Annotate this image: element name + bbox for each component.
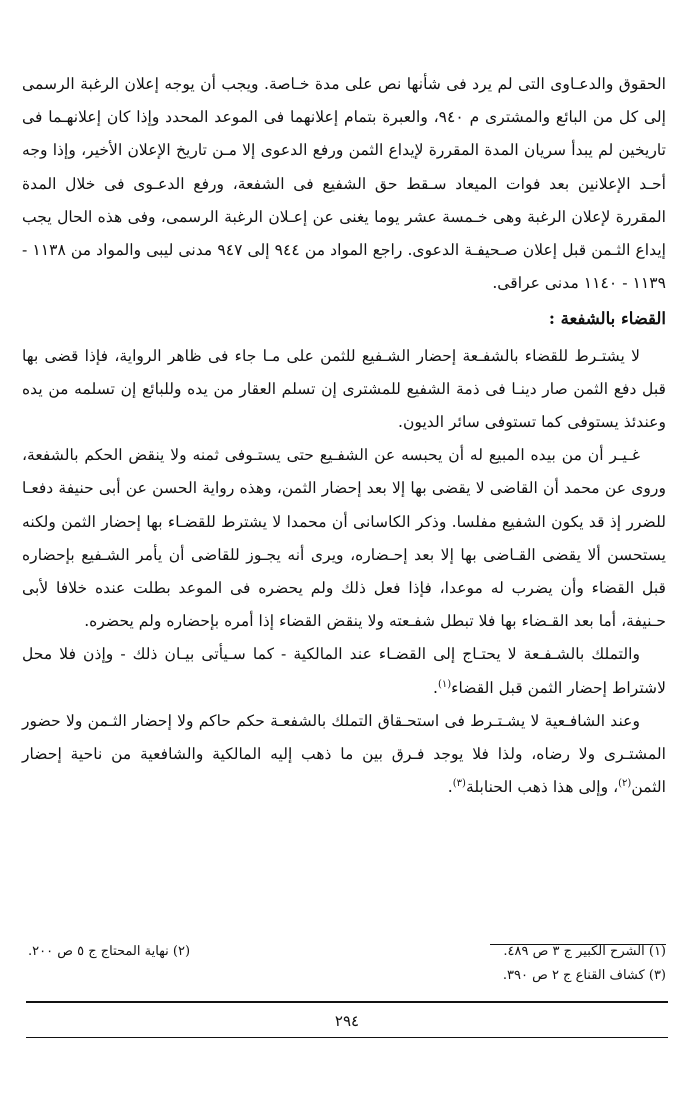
main-text bbox=[22, 68, 666, 804]
footnote-ref-2[interactable]: (٢) bbox=[618, 778, 632, 790]
footnote-3: (٣) كشاف القناع ج ٢ ص ٣٩٠. bbox=[502, 968, 666, 983]
footnotes bbox=[28, 940, 666, 988]
page-bottom-rule bbox=[26, 1001, 668, 1003]
paragraph-5-mid: ، وإلى هذا ذهب الحنابلة bbox=[465, 778, 619, 797]
footnote-1: (١) الشرح الكبير ج ٣ ص ٤٨٩. bbox=[503, 944, 666, 959]
paragraph-4-tail: . bbox=[432, 678, 438, 697]
paragraph-3: غـيـر أن من بيده المبيع له أن يحبسه عن الشفـيع حتى يستـوفى ثمنه ولا ينقض الحكم بالشفعة، وروى عن محمد أن القاضى لا يقضى بها إلا بعد إحضار الثمن، وهذه رواية الحسن عن أبى حنيفة دفعـا للضرر إذ قد يكون الشفيع مفلسا. وذكر الكاسانى أن محمدا لا يشترط للقضـاء بها إحضار الثمن ولكنه يستحسن ألا يقضى القـاضى بها إلا بعد إحـضاره، ويرى أنه يجـوز للقاضى أن يأمر الشـفيع بإحضاره قبل القضاء وأن يضرب له موعدا، فإذا فعل ذلك ولم يحضره فى الموعد بطلت عنده خلافا لأبى حـنيفة، أما بعد القـضاء بها فلا تبطل شفـعته ولا ينقض القضاء إذا أمره بإحضاره ولم يحضره. bbox=[22, 446, 666, 631]
footnote-ref-1[interactable]: (١) bbox=[437, 678, 452, 690]
footnote-row-2 bbox=[28, 964, 666, 988]
section-heading: القضاء بالشفعة : bbox=[548, 309, 666, 329]
paragraph-4 bbox=[22, 638, 666, 704]
paragraph-2: لا يشتـرط للقضاء بالشفـعة إحضار الشـفيع للثمن على مـا جاء فى ظاهر الرواية، فإذا قضى بها قبل دفع الثمن صار دينـا فى ذمة الشفيع للمشترى إن تسلم العقار من يده وللبائع إن تسلمه من يده وعندئذ يستوفى كما تستوفى سائر الديون. bbox=[22, 346, 666, 432]
paragraph-5 bbox=[22, 705, 666, 805]
paragraph-4-text: والتملك بالشـفـعة لا يحتـاج إلى القضـاء عند المالكية - كما سـيأتى بيـان ذلك - وإذن فلا محل لاشتراط إحضار الثمن قبل القضاء bbox=[22, 645, 666, 697]
page-number: ٢٩٤ bbox=[334, 1012, 360, 1030]
paragraph-5-text: وعند الشافـعية لا يشـتـرط فى استحـقاق التملك بالشفعـة حكم حاكم ولا إحضار الثـمن ولا حضور المشتـرى ولا رضاه، ولذا فلا يوجد فـرق بين ما ذهب إليه المالكية والشافعية من ناحية إحضار الثمن bbox=[22, 711, 666, 797]
page-bottom-thin-rule bbox=[26, 1037, 668, 1038]
paragraph-5-tail: . bbox=[447, 778, 453, 797]
footnote-2: (٢) نهاية المحتاج ج ٥ ص ٢٠٠. bbox=[28, 944, 191, 959]
footnote-row-1 bbox=[28, 940, 666, 964]
paragraph-1: الحقوق والدعـاوى التى لم يرد فى شأنها نص على مدة خـاصة. ويجب أن يوجه إعلان الرغبة الرسمى إلى كل من البائع والمشترى م ٩٤٠، والعبرة بتمام إعلانهما فى الموعد المحدد وإذا كان إعلانهـما فى تاريخين لم يبدأ سريان المدة المقررة لإيداع الثمن ورفع الدعوى إلا مـن تاريخ الإعلان الأخير، وإذا وجه أحـد الإعلانين بعد فوات الميعاد سـقط حق الشفيع فى الشفعة، ورفع الدعـوى فى خلال المدة المقررة لإعلان الرغبة وهى خـمسة عشر يوما يغنى عن إعـلان الرغبة الرسمى، وفى هذه الحال يجب إيداع الثـمن قبل إعلان صـحيفـة الدعوى. راجع المواد من ٩٤٤ إلى ٩٤٧ مدنى ليبى والمواد من ١١٣٨ - ١١٣٩ - ١١٤٠ مدنى عراقى. bbox=[22, 75, 666, 293]
footnote-ref-3[interactable]: (٣) bbox=[452, 778, 466, 790]
